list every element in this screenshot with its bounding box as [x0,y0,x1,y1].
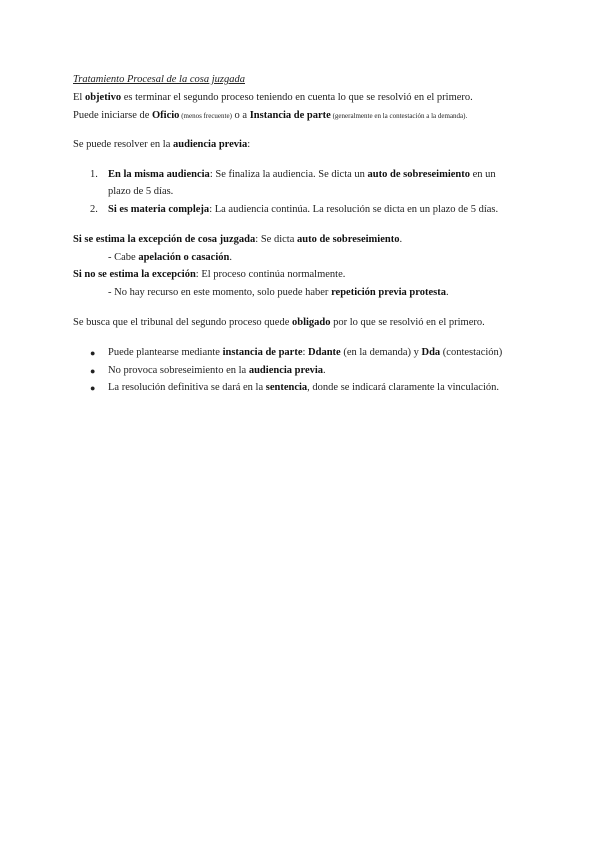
sub-line-appeal [108,251,232,265]
bold-text: Ddante [308,347,341,358]
bold-text: apelación o casación [138,252,230,263]
text: , donde se indicará claramente la vinculación. [307,382,499,393]
bold-text: sentencia [265,382,308,393]
bold-text: Oficio [152,110,180,121]
paragraph-binding [73,316,485,330]
text: o a [231,110,250,121]
paragraph-not-estimate [73,268,345,282]
bold-text: obligado [291,317,331,328]
bold-text: objetivo [84,92,122,103]
bold-text: Si se estima la excepción de cosa juzgada [73,234,256,245]
paragraph-resolve [73,138,250,152]
bold-text: audiencia previa [248,365,324,376]
bullet-item [108,346,502,360]
bullet-icon: ● [90,366,96,376]
bullet-icon: ● [90,348,96,358]
list-item [108,168,496,182]
text: : El proceso continúa normalmente. [195,269,346,280]
text: en un [470,169,496,180]
bold-text: repetición previa protesta [331,287,446,298]
text: Se puede resolver en la [73,139,174,150]
text: es terminar el segundo proceso teniendo en cuenta lo que se resolvió en el primero. [121,92,473,103]
bold-text: auto de sobreseimiento [367,169,471,180]
bold-text: Instancia de parte [249,110,331,121]
bold-text: audiencia previa [173,139,248,150]
paragraph-initiation [73,109,467,123]
text: Puede plantearse mediante [108,347,223,358]
bold-text: Si es materia compleja [108,204,210,215]
text: por lo que se resolvió en el primero. [330,317,485,328]
text: - Cabe [108,252,139,263]
text: - No hay recurso en este momento, solo puede haber [108,287,332,298]
bullet-item [108,364,326,378]
text: : [247,139,251,150]
text: La resolución definitiva se dará en la [108,382,266,393]
text: : [302,347,309,358]
small-text: (menos frecuente) [179,112,232,120]
text: . [229,252,232,263]
doc-title: Tratamiento Procesal de la cosa juzgada [73,74,245,85]
list-item-continuation: plazo de 5 días. [108,186,174,197]
bullet-icon: ● [90,383,96,393]
bold-text: Dda [421,347,441,358]
paragraph-estimate [73,233,402,247]
bold-text: Si no se estima la excepción [73,269,196,280]
text: No provoca sobreseimiento en la [108,365,249,376]
text: . [399,234,403,245]
list-number: 1. [90,169,98,180]
text: . [445,287,449,298]
bold-text: En la misma audiencia [108,169,210,180]
bold-text: auto de sobreseimiento [296,234,400,245]
small-text: (generalmente en la contestación a la demanda). [330,112,468,120]
paragraph-objective [73,91,473,105]
bold-text: instancia de parte [222,347,303,358]
text: : La audiencia continúa. La resolución se dicta en un plazo de 5 días. [209,204,499,215]
text: Puede iniciarse de [73,110,153,121]
text: Se busca que el tribunal del segundo proceso quede [73,317,292,328]
text: : Se finaliza la audiencia. Se dicta un [209,169,368,180]
bullet-item [108,381,499,395]
text: El [73,92,85,103]
list-item [108,203,498,217]
text: : Se dicta [255,234,297,245]
sub-line-no-appeal [108,286,449,300]
text: (contestación) [440,347,503,358]
list-number: 2. [90,204,98,215]
text: . [323,365,326,376]
text: (en la demanda) y [340,347,422,358]
